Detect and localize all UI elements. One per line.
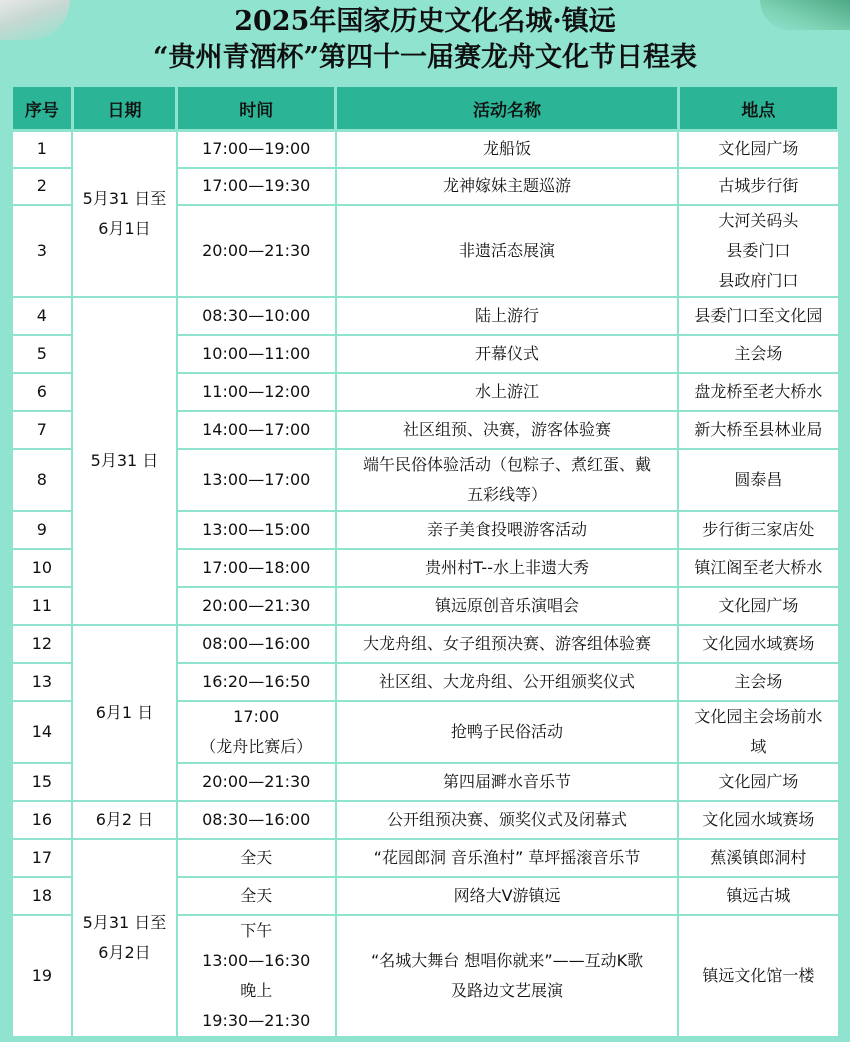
table-row [12, 131, 839, 168]
table-row [12, 625, 839, 663]
location-cell: 新大桥至县林业局 [678, 411, 838, 449]
date-cell: 6月1 日 [72, 625, 176, 801]
date-cell: 5月31 日至 6月2日 [72, 839, 176, 1037]
row-number: 19 [12, 915, 73, 1037]
time-cell: 10:00—11:00 [177, 335, 336, 373]
row-number: 11 [12, 587, 73, 625]
location-cell: 文化园广场 [678, 763, 838, 801]
activity-cell: 龙船饭 [336, 131, 679, 168]
time-cell: 13:00—17:00 [177, 449, 336, 511]
activity-cell: 水上游江 [336, 373, 679, 411]
activity-cell: 贵州村T--水上非遗大秀 [336, 549, 679, 587]
time-cell: 17:00 （龙舟比赛后） [177, 701, 336, 763]
row-number: 4 [12, 297, 73, 335]
row-number: 6 [12, 373, 73, 411]
row-number: 7 [12, 411, 73, 449]
location-cell: 文化园主会场前水 域 [678, 701, 838, 763]
location-cell: 主会场 [678, 663, 838, 701]
location-cell: 蕉溪镇郎洞村 [678, 839, 838, 877]
location-cell: 古城步行街 [678, 168, 838, 205]
row-number: 13 [12, 663, 73, 701]
row-number: 1 [12, 131, 73, 168]
table-row [12, 839, 839, 877]
activity-cell: 公开组预决赛、颁奖仪式及闭幕式 [336, 801, 679, 839]
location-cell: 文化园广场 [678, 131, 838, 168]
title-line-2: “贵州青酒杯”第四十一届赛龙舟文化节日程表 [152, 42, 698, 73]
column-header-time: 时间 [177, 86, 336, 131]
schedule-table [10, 84, 840, 1038]
activity-cell: 网络大V游镇远 [336, 877, 679, 915]
location-cell: 圆泰昌 [678, 449, 838, 511]
row-number: 17 [12, 839, 73, 877]
activity-cell: “名城大舞台 想唱你就来”——互动K歌 及路边文艺展演 [336, 915, 679, 1037]
page-title [0, 4, 850, 76]
row-number: 15 [12, 763, 73, 801]
column-header-date: 日期 [72, 86, 176, 131]
row-number: 8 [12, 449, 73, 511]
time-cell: 全天 [177, 839, 336, 877]
row-number: 12 [12, 625, 73, 663]
activity-cell: 大龙舟组、女子组预决赛、游客组体验赛 [336, 625, 679, 663]
location-cell: 镇江阁至老大桥水 [678, 549, 838, 587]
activity-cell: 镇远原创音乐演唱会 [336, 587, 679, 625]
row-number: 18 [12, 877, 73, 915]
activity-cell: 亲子美食投喂游客活动 [336, 511, 679, 549]
time-cell: 11:00—12:00 [177, 373, 336, 411]
activity-cell: 龙神嫁妹主题巡游 [336, 168, 679, 205]
row-number: 3 [12, 205, 73, 297]
activity-cell: 非遗活态展演 [336, 205, 679, 297]
table-row [12, 801, 839, 839]
time-cell: 08:30—16:00 [177, 801, 336, 839]
location-cell: 文化园广场 [678, 587, 838, 625]
location-cell: 盘龙桥至老大桥水 [678, 373, 838, 411]
date-cell: 6月2 日 [72, 801, 176, 839]
time-cell: 下午 13:00—16:30 晚上 19:30—21:30 [177, 915, 336, 1037]
column-header-location: 地点 [678, 86, 838, 131]
activity-cell: 第四届溿水音乐节 [336, 763, 679, 801]
date-cell: 5月31 日至 6月1日 [72, 131, 176, 297]
row-number: 9 [12, 511, 73, 549]
row-number: 2 [12, 168, 73, 205]
location-cell: 镇远文化馆一楼 [678, 915, 838, 1037]
activity-cell: 社区组、大龙舟组、公开组颁奖仪式 [336, 663, 679, 701]
row-number: 16 [12, 801, 73, 839]
time-cell: 13:00—15:00 [177, 511, 336, 549]
time-cell: 08:00—16:00 [177, 625, 336, 663]
location-cell: 县委门口至文化园 [678, 297, 838, 335]
row-number: 5 [12, 335, 73, 373]
table-row [12, 297, 839, 335]
activity-cell: 陆上游行 [336, 297, 679, 335]
row-number: 14 [12, 701, 73, 763]
title-line-1: 2025年国家历史文化名城·镇远 [234, 6, 616, 37]
activity-cell: 社区组预、决赛，游客体验赛 [336, 411, 679, 449]
time-cell: 17:00—19:00 [177, 131, 336, 168]
location-cell: 文化园水域赛场 [678, 801, 838, 839]
activity-cell: 开幕仪式 [336, 335, 679, 373]
time-cell: 20:00—21:30 [177, 763, 336, 801]
activity-cell: “花园郎洞 音乐渔村” 草坪摇滚音乐节 [336, 839, 679, 877]
time-cell: 全天 [177, 877, 336, 915]
time-cell: 17:00—19:30 [177, 168, 336, 205]
activity-cell: 端午民俗体验活动（包粽子、煮红蛋、戴 五彩线等） [336, 449, 679, 511]
date-cell: 5月31 日 [72, 297, 176, 625]
location-cell: 主会场 [678, 335, 838, 373]
time-cell: 16:20—16:50 [177, 663, 336, 701]
column-header-number: 序号 [12, 86, 73, 131]
location-cell: 镇远古城 [678, 877, 838, 915]
location-cell: 步行街三家店处 [678, 511, 838, 549]
table-header-row [12, 86, 839, 131]
row-number: 10 [12, 549, 73, 587]
time-cell: 20:00—21:30 [177, 205, 336, 297]
time-cell: 20:00—21:30 [177, 587, 336, 625]
activity-cell: 抢鸭子民俗活动 [336, 701, 679, 763]
time-cell: 14:00—17:00 [177, 411, 336, 449]
time-cell: 08:30—10:00 [177, 297, 336, 335]
location-cell: 文化园水域赛场 [678, 625, 838, 663]
column-header-activity: 活动名称 [336, 86, 679, 131]
time-cell: 17:00—18:00 [177, 549, 336, 587]
location-cell: 大河关码头 县委门口 县政府门口 [678, 205, 838, 297]
